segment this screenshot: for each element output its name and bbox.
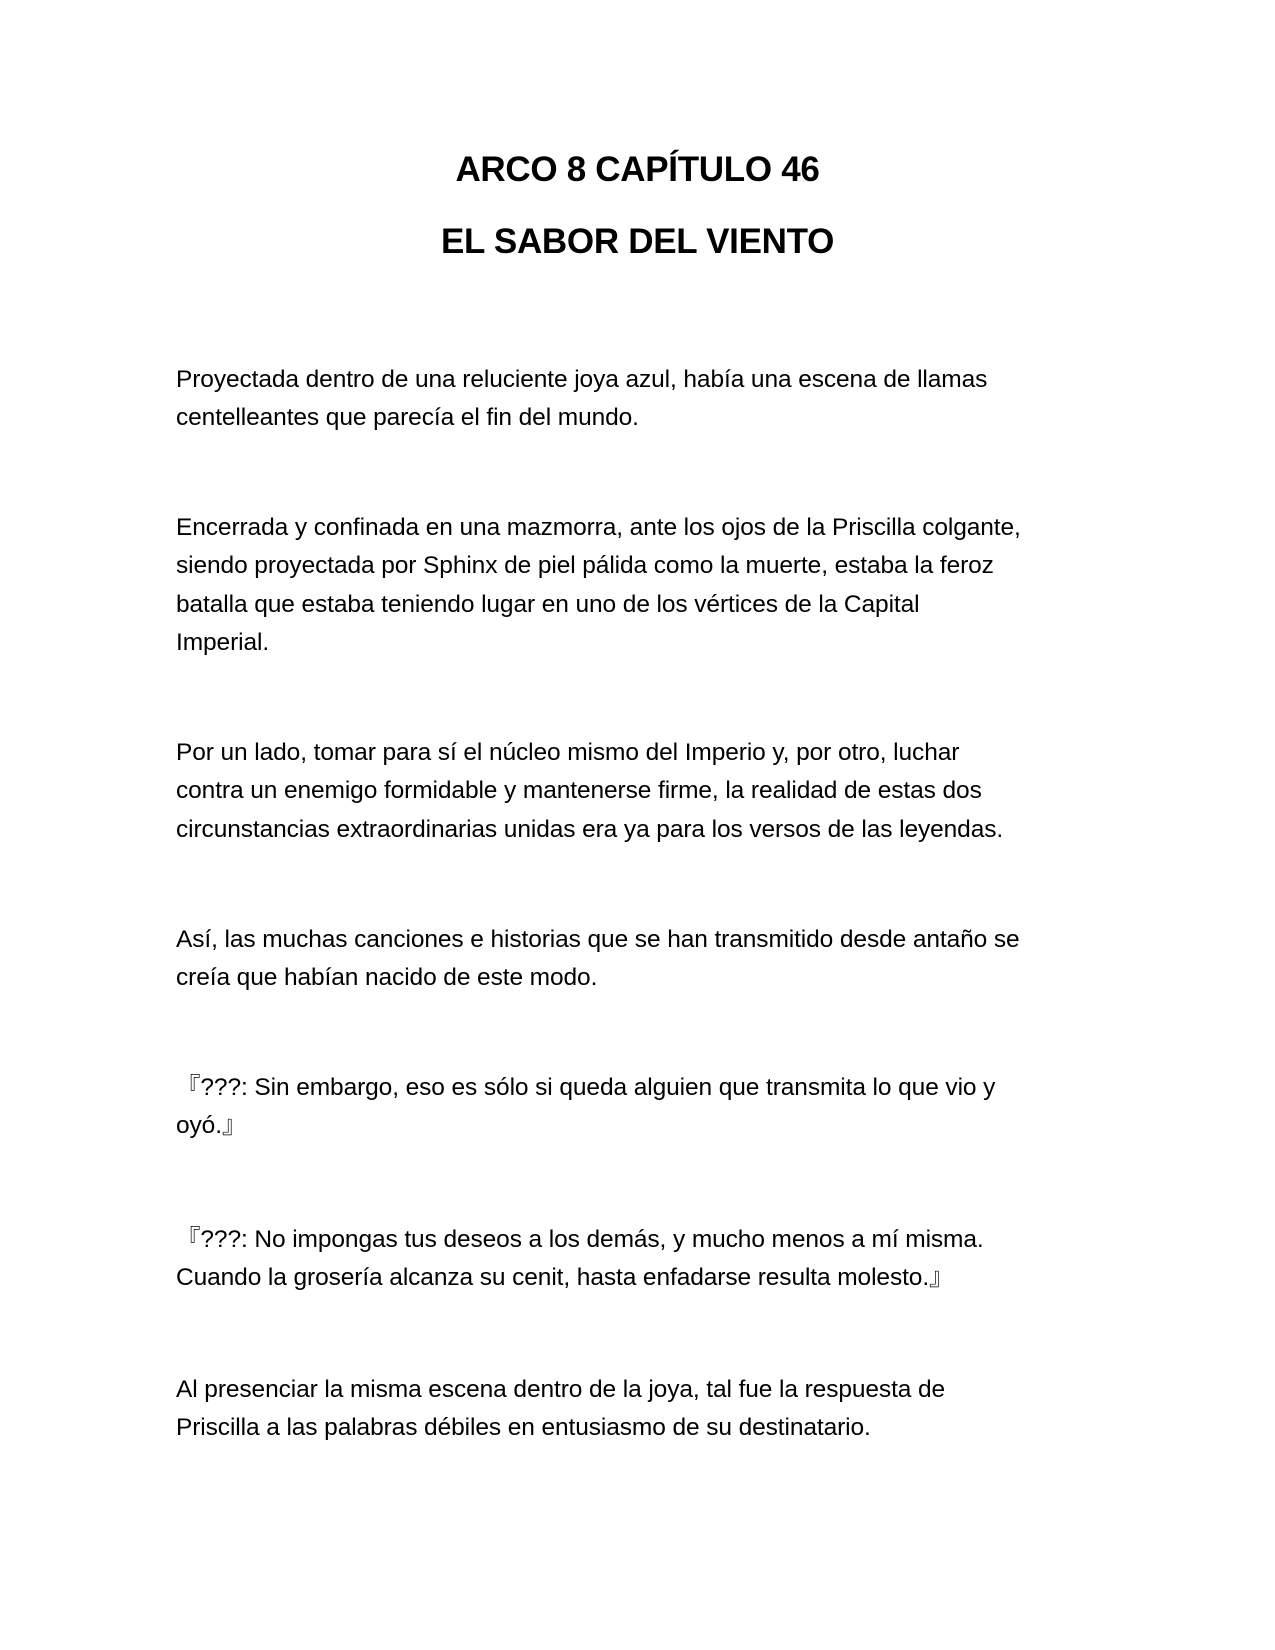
paragraph-line: centelleantes que parecía el fin del mundo. [176,404,639,432]
paragraph-line: circunstancias extraordinarias unidas era ya para los versos de las leyendas. [176,815,1004,843]
paragraph-line: Proyectada dentro de una reluciente joya azul, había una escena de llamas [176,366,988,393]
paragraph-line: Así, las muchas canciones e historias que se han transmitido desde antaño se [176,926,1020,953]
paragraph-line: oyó.』 [176,1112,247,1140]
paragraph-line: 『???: No impongas tus deseos a los demás, y mucho menos a mí misma. [176,1226,984,1253]
chapter-subtitle: EL SABOR DEL VIENTO [441,222,834,261]
paragraph-2 [176,509,1106,663]
paragraph-line: creía que habían nacido de este modo. [176,964,598,992]
paragraph-line: siendo proyectada por Sphinx de piel pálida como la muerte, estaba la feroz [176,552,994,580]
paragraph-7 [176,1371,1106,1448]
paragraph-1 [176,361,1106,438]
paragraph-line: Priscilla a las palabras débiles en entusiasmo de su destinatario. [176,1414,871,1442]
paragraph-line: Cuando la grosería alcanza su cenit, hasta enfadarse resulta molesto.』 [176,1264,954,1292]
paragraph-line: Imperial. [176,629,270,657]
paragraph-4 [176,921,1106,998]
paragraph-line: batalla que estaba teniendo lugar en uno de los vértices de la Capital [176,590,920,618]
dialogue-paragraph-1 [176,1069,1106,1146]
paragraph-line: Encerrada y confinada en una mazmorra, ante los ojos de la Priscilla colgante, [176,514,1021,541]
paragraph-3 [176,734,1106,849]
dialogue-paragraph-2 [176,1221,1106,1298]
paragraph-line: contra un enemigo formidable y mantenerse firme, la realidad de estas dos [176,777,982,805]
chapter-title: ARCO 8 CAPÍTULO 46 [455,150,820,189]
paragraph-line: Al presenciar la misma escena dentro de la joya, tal fue la respuesta de [176,1376,946,1403]
paragraph-line: 『???: Sin embargo, eso es sólo si queda alguien que transmita lo que vio y [176,1074,996,1101]
paragraph-line: Por un lado, tomar para sí el núcleo mismo del Imperio y, por otro, luchar [176,739,960,766]
